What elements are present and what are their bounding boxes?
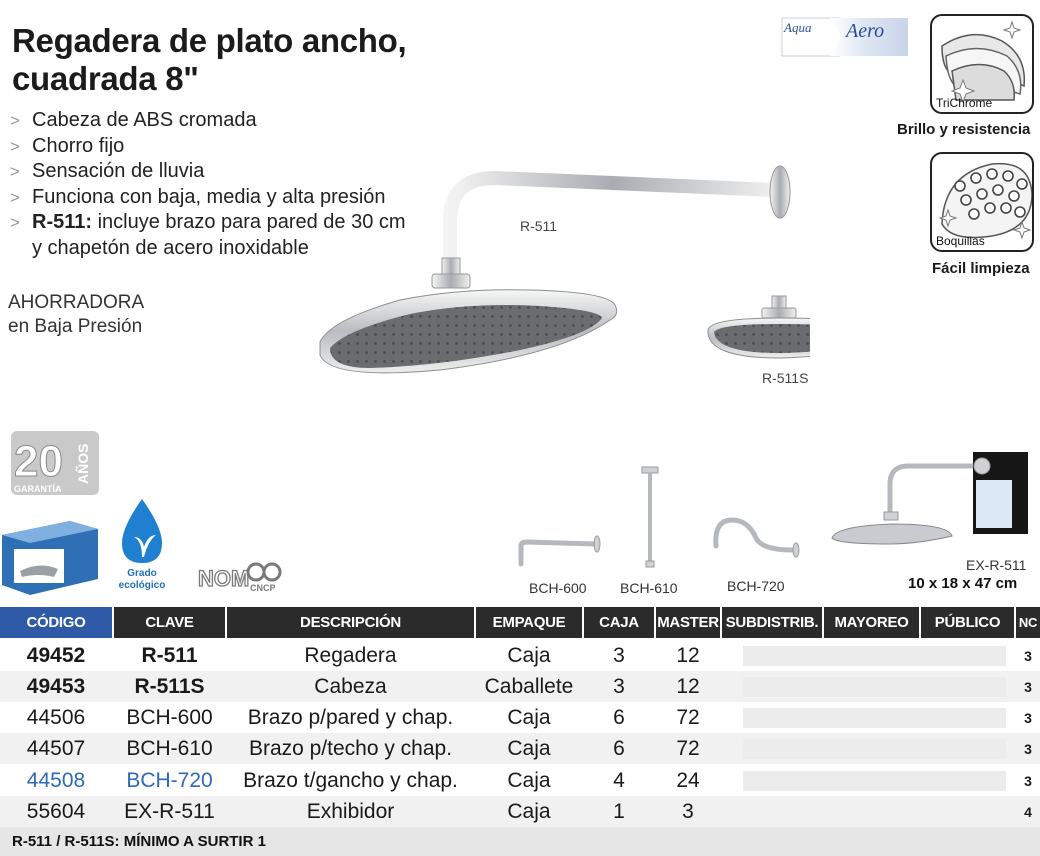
price-placeholder xyxy=(743,646,1006,666)
boquillas-caption: Fácil limpieza xyxy=(932,260,1030,277)
cell-empaque: Caja xyxy=(507,736,551,760)
boquillas-label: Boquillas xyxy=(936,234,985,248)
table-row xyxy=(0,796,1040,827)
bch610-label: BCH-610 xyxy=(620,580,678,596)
bch720-image xyxy=(710,512,805,562)
feature-item: > Sensación de lluvia xyxy=(10,159,430,185)
grado-ecologico-seal xyxy=(112,497,172,592)
header-caja: CAJA xyxy=(584,607,654,638)
table-row xyxy=(0,765,1040,796)
header-publico: PÚBLICO xyxy=(921,607,1014,638)
cell-empaque: Caja xyxy=(507,643,551,667)
table-footer-note: R-511 / R-511S: MÍNIMO A SURTIR 1 xyxy=(0,827,1040,856)
cell-descripcion: Brazo t/gancho y chap. xyxy=(243,768,458,792)
table-row xyxy=(0,733,1040,764)
feature-item: > Funciona con baja, media y alta presión xyxy=(10,185,430,211)
garantia-number: 20 xyxy=(14,437,63,486)
header-master: MASTER xyxy=(656,607,720,638)
cell-master: 72 xyxy=(676,736,700,760)
header-mayoreo: MAYOREO xyxy=(824,607,919,638)
cell-master: 12 xyxy=(676,674,700,698)
cell-empaque: Caja xyxy=(507,799,551,823)
bch720-label: BCH-720 xyxy=(727,578,785,594)
cell-caja: 6 xyxy=(613,736,625,760)
r511s-image-label: R-511S xyxy=(762,370,809,386)
header-codigo: CÓDIGO xyxy=(0,607,112,638)
cell-clave: R-511 xyxy=(141,643,198,667)
cell-nc: 3 xyxy=(1024,740,1032,757)
cell-caja: 1 xyxy=(613,799,625,823)
cell-clave: BCH-600 xyxy=(126,705,213,729)
nom-text: NOM xyxy=(198,566,250,591)
price-placeholder xyxy=(743,739,1006,759)
bch610-image xyxy=(638,465,662,570)
cell-clave-link[interactable]: BCH-720 xyxy=(126,768,213,792)
cell-codigo-link[interactable]: 44508 xyxy=(26,768,86,792)
cell-clave: EX-R-511 xyxy=(124,799,215,823)
bch600-image xyxy=(515,530,605,570)
trichrome-label: TriChrome xyxy=(936,96,993,110)
header-descripcion: DESCRIPCIÓN xyxy=(227,607,474,638)
cell-descripcion: Brazo p/pared y chap. xyxy=(247,705,454,729)
cell-codigo: 49452 xyxy=(26,643,86,667)
trichrome-caption: Brillo y resistencia xyxy=(897,121,1031,138)
table-row xyxy=(0,640,1040,671)
title-line-1: Regadera de plato ancho, xyxy=(12,22,407,59)
exr511-dimensions: 10 x 18 x 47 cm xyxy=(908,575,1018,592)
header-nc: NC xyxy=(1016,607,1040,638)
table-row xyxy=(0,702,1040,733)
aqua-brand-text: Aqua xyxy=(784,20,812,35)
bch600-label: BCH-600 xyxy=(529,580,587,596)
cell-nc: 3 xyxy=(1024,709,1032,726)
bullet-arrow-icon: > xyxy=(10,187,20,207)
title-line-2: cuadrada 8" xyxy=(12,60,199,97)
garantia-word: GARANTÍA xyxy=(14,484,62,494)
header-subdistrib: SUBDISTRIB. xyxy=(722,607,822,638)
header-clave: CLAVE xyxy=(114,607,225,638)
feature-item: > Cabeza de ABS cromada xyxy=(10,108,430,134)
cell-master: 72 xyxy=(676,705,700,729)
cell-codigo: 55604 xyxy=(26,799,86,823)
eco-line-1: Grado xyxy=(127,568,157,579)
cell-empaque: Caja xyxy=(507,705,551,729)
feature-item-continuation: y chapetón de acero inoxidable xyxy=(32,236,309,259)
cell-master: 12 xyxy=(676,643,700,667)
garantia-20-anos-seal xyxy=(10,430,100,496)
aero-brand-text: Aero xyxy=(846,20,885,42)
cell-nc: 3 xyxy=(1024,678,1032,695)
cell-caja: 3 xyxy=(613,643,625,667)
boquillas-badge xyxy=(930,152,1034,252)
cell-clave: R-511S xyxy=(134,674,205,698)
cell-caja: 4 xyxy=(613,768,625,792)
nom-cncp-seal xyxy=(198,560,298,594)
cell-master: 24 xyxy=(676,768,700,792)
product-box-image xyxy=(0,515,100,600)
product-title xyxy=(12,22,532,98)
cell-empaque: Caja xyxy=(507,768,551,792)
exr511-label: EX-R-511 xyxy=(966,557,1027,573)
r511-image-label: R-511 xyxy=(520,218,558,234)
cell-master: 3 xyxy=(682,799,694,823)
cell-codigo: 44506 xyxy=(26,705,86,729)
garantia-anos: AÑOS xyxy=(75,443,91,484)
bullet-arrow-icon: > xyxy=(10,136,20,156)
bullet-arrow-icon: > xyxy=(10,111,20,130)
header-empaque: EMPAQUE xyxy=(476,607,582,638)
trichrome-badge xyxy=(930,14,1034,114)
cell-descripcion: Regadera xyxy=(304,643,397,667)
cell-caja: 3 xyxy=(613,674,625,698)
exr511-display-image xyxy=(828,450,1033,550)
cell-descripcion: Cabeza xyxy=(314,674,387,698)
cell-nc: 4 xyxy=(1024,803,1032,820)
price-placeholder xyxy=(743,677,1006,697)
shower-r511-image xyxy=(290,150,810,380)
feature-item: > Chorro fijo xyxy=(10,134,430,160)
cell-nc: 3 xyxy=(1024,647,1032,664)
ahorro-label: AHORRADORA en Baja Presión xyxy=(8,292,145,337)
eco-line-2: ecológico xyxy=(118,580,166,591)
cell-empaque: Caballete xyxy=(484,674,574,698)
bullet-arrow-icon: > xyxy=(10,213,20,232)
cncp-text: CNCP xyxy=(250,583,276,593)
cell-descripcion: Brazo p/techo y chap. xyxy=(248,736,453,760)
cell-caja: 6 xyxy=(613,705,625,729)
price-placeholder xyxy=(743,771,1006,791)
price-placeholder xyxy=(743,708,1006,728)
cell-nc: 3 xyxy=(1024,772,1032,789)
cell-codigo: 44507 xyxy=(26,736,86,760)
bullet-arrow-icon: > xyxy=(10,162,20,181)
feature-item-r511: > R-511: incluye brazo para pared de 30 cm xyxy=(10,210,430,236)
cell-clave: BCH-610 xyxy=(126,736,213,760)
cell-codigo: 49453 xyxy=(26,674,86,698)
cell-descripcion: Exhibidor xyxy=(306,799,395,823)
table-row xyxy=(0,671,1040,702)
